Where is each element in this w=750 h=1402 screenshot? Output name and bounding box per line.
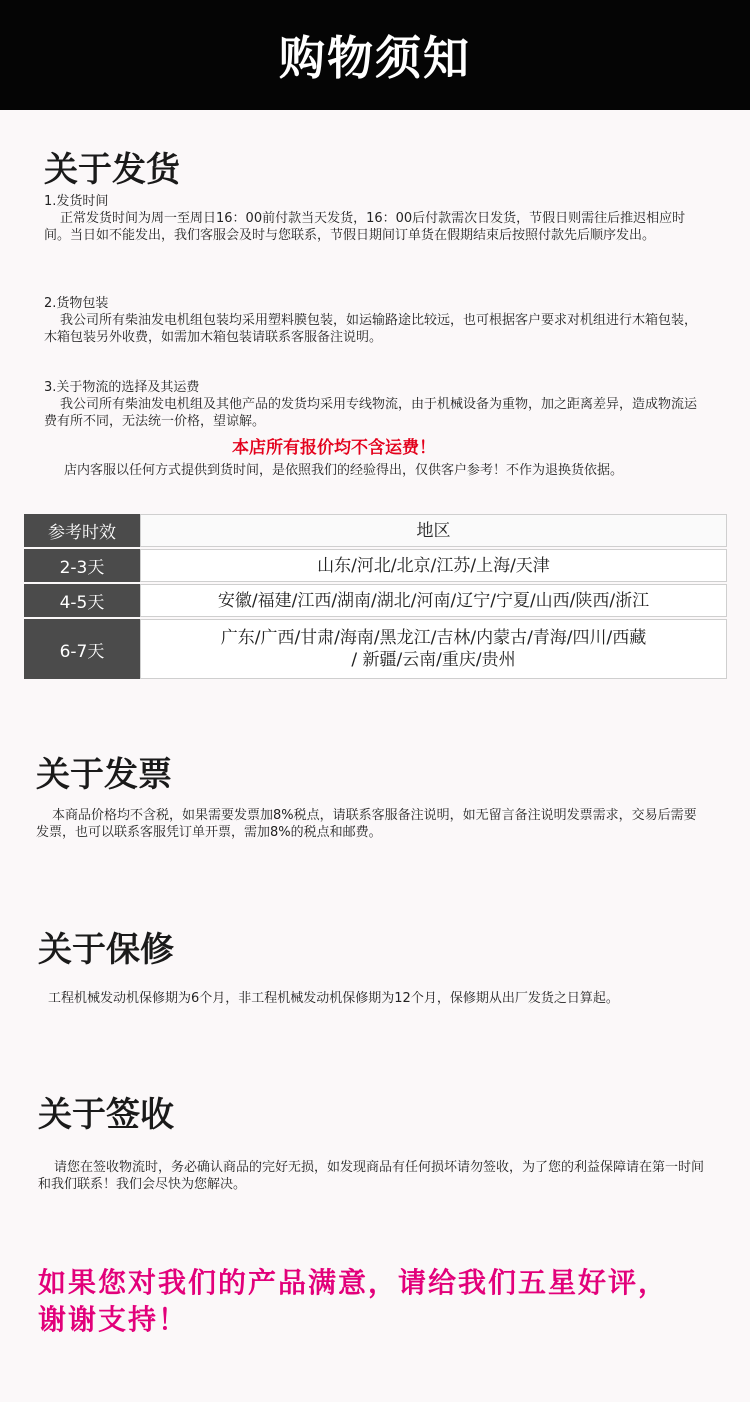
no-shipping-fee-notice: 本店所有报价均不含运费！: [232, 438, 436, 458]
warranty-body: 工程机械发动机保修期为6个月，非工程机械发动机保修期为12个月，保修期从出厂发货之日算起。: [48, 991, 619, 1006]
shipping-item-1: [44, 193, 706, 244]
shipping-item-3: [44, 379, 706, 430]
shipping-item-body: 正常发货时间为周一至周日16：00前付款当天发货，16：00后付款需次日发货，节假日则需往后推迟相应时间。当日如不能发出，我们客服会及时与您联系，节假日期间订单货在假期结束后按照付款先后顺序发出。: [44, 211, 686, 243]
invoice-body: 本商品价格均不含税，如果需要发票加8%税点，请联系客服备注说明，如无留言备注说明发票需求，交易后需要发票，也可以联系客服凭订单开票，需加8%的税点和邮费。: [36, 808, 697, 840]
delivery-time-cell: 4-5天: [24, 584, 140, 617]
shipping-item-heading: 3.关于物流的选择及其运费: [44, 380, 200, 395]
invoice-title: 关于发票: [36, 755, 172, 795]
region-cell: 安徽/福建/江西/湖南/湖北/河南/辽宁/宁夏/山西/陕西/浙江: [140, 584, 727, 617]
column-header-region: 地区: [140, 514, 727, 547]
shipping-item-body: 我公司所有柴油发电机组及其他产品的发货均采用专线物流，由于机械设备为重物，加之距离差异，造成物流运费有所不同，无法统一价格，望谅解。: [44, 397, 698, 429]
page-banner: [0, 0, 750, 110]
five-star-review-request: [38, 1264, 718, 1338]
delivery-time-cell: 6-7天: [24, 619, 140, 679]
delivery-time-cell: 2-3天: [24, 549, 140, 582]
region-cell: 山东/河北/北京/江苏/上海/天津: [140, 549, 727, 582]
warranty-title: 关于保修: [38, 930, 174, 970]
region-line: 广东/广西/甘肃/海南/黑龙江/吉林/内蒙古/青海/四川/西藏: [220, 628, 647, 648]
region-line: / 新疆/云南/重庆/贵州: [351, 650, 516, 670]
receipt-title: 关于签收: [38, 1095, 174, 1135]
table-row: [24, 584, 727, 617]
column-header-time: 参考时效: [24, 514, 140, 547]
table-row: [24, 619, 727, 679]
table-row: [24, 549, 727, 582]
receipt-body: 请您在签收物流时，务必确认商品的完好无损，如发现商品有任何损坏请勿签收，为了您的利益保障请在第一时间和我们联系！我们会尽快为您解决。: [38, 1160, 705, 1192]
delivery-time-table: [24, 512, 727, 681]
shipping-item-heading: 2.货物包装: [44, 296, 109, 311]
shipping-item-heading: 1.发货时间: [44, 194, 109, 209]
delivery-time-disclaimer: 店内客服以任何方式提供到货时间，是依照我们的经验得出，仅供客户参考！不作为退换货依据。: [64, 463, 624, 478]
shipping-title: 关于发货: [44, 150, 180, 190]
closing-line: 谢谢支持！: [38, 1303, 189, 1336]
table-header-row: [24, 514, 727, 547]
shipping-item-body: 我公司所有柴油发电机组包装均采用塑料膜包装，如运输路途比较远，也可根据客户要求对机组进行木箱包装，木箱包装另外收费，如需加木箱包装请联系客服备注说明。: [44, 313, 698, 345]
region-cell: [140, 619, 727, 679]
shipping-item-2: [44, 295, 706, 346]
page-title: 购物须知: [279, 31, 471, 85]
closing-line: 如果您对我们的产品满意，请给我们五星好评，: [38, 1266, 669, 1299]
